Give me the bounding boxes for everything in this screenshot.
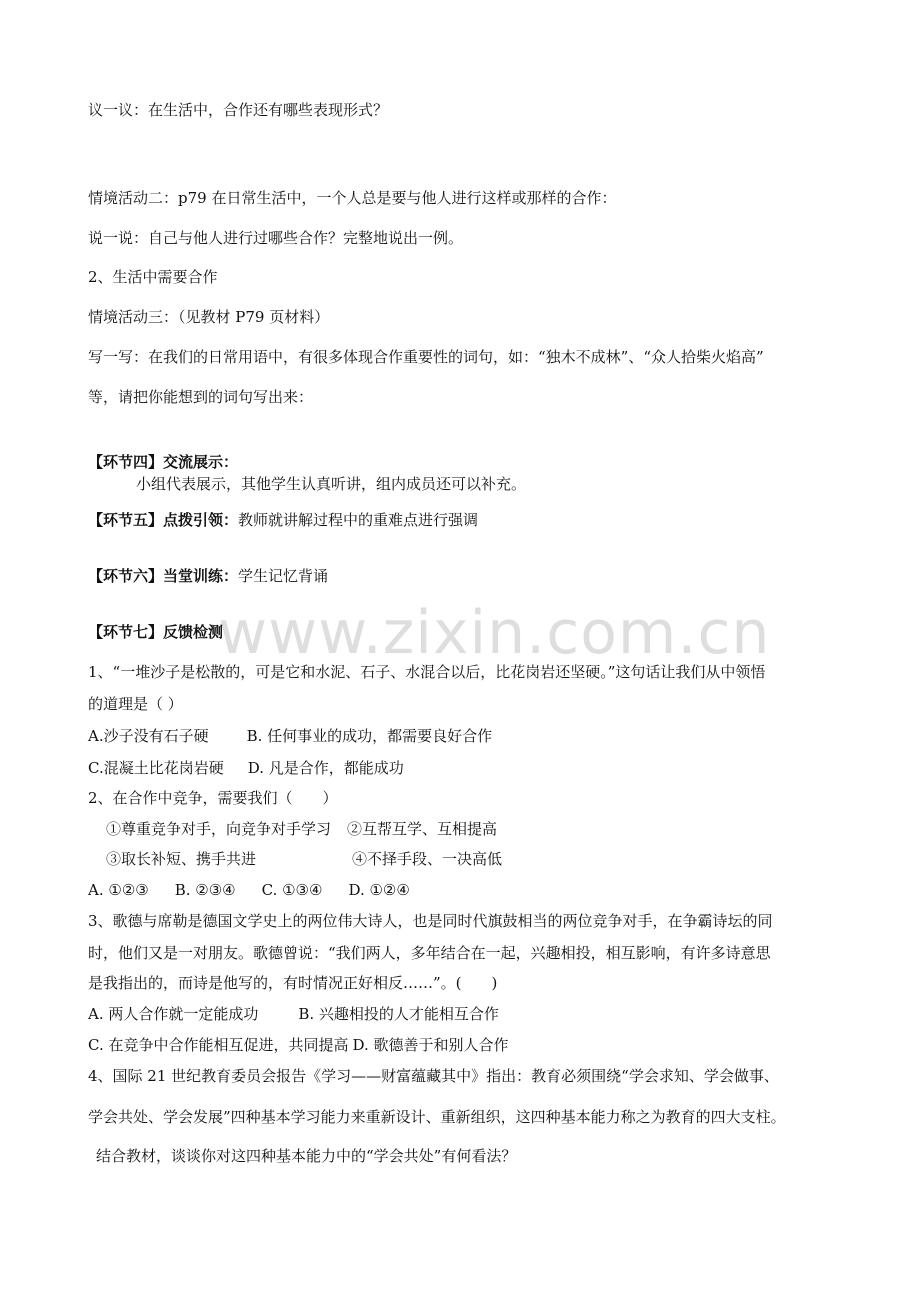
question-2-options bbox=[88, 880, 410, 900]
step-six-body: 学生记忆背诵 bbox=[238, 567, 329, 585]
watermark: www.zixin.com.cn bbox=[218, 598, 771, 668]
activity-three: 情境活动三：（见教材 P79 页材料） bbox=[88, 308, 330, 326]
step-five-body: 教师就讲解过程中的重难点进行强调 bbox=[238, 511, 479, 529]
activity-two: 情境活动二：p79 在日常生活中，一个人总是要与他人进行这样或那样的合作： bbox=[88, 189, 617, 207]
step-four bbox=[88, 452, 238, 472]
question-1-line2: 的道理是（ ） bbox=[88, 695, 183, 713]
question-3-line1: 3、歌德与席勒是德国文学史上的两位伟大诗人，也是同时代旗鼓相当的两位竞争对手，在争霸诗坛的同 bbox=[88, 912, 773, 930]
q1-option-d: D. 凡是合作，都能成功 bbox=[247, 759, 404, 777]
q2-option-c: C. ①③④ bbox=[261, 881, 323, 899]
discussion-prompt: 议一议：在生活中，合作还有哪些表现形式？ bbox=[88, 101, 389, 119]
step-seven-heading: 【环节七】反馈检测 bbox=[88, 623, 224, 641]
step-seven bbox=[88, 622, 223, 642]
q1-option-a: A.沙子没有石子硬 bbox=[88, 727, 209, 745]
q3-option-d: D. 歌德善于和别人合作 bbox=[352, 1036, 509, 1054]
question-3-line2: 时，他们又是一对朋友。歌德曾说：“我们两人，多年结合在一起，兴趣相投，相互影响，有许多诗意思 bbox=[88, 944, 771, 962]
question-2: 2、在合作中竞争，需要我们（ ） bbox=[88, 789, 338, 807]
step-six-heading: 【环节六】当堂训练： bbox=[88, 567, 239, 585]
question-2-statements-34 bbox=[106, 849, 502, 869]
q2-statement-4: ④不择手段、一决高低 bbox=[352, 850, 503, 868]
question-4-line1: 4、国际 21 世纪教育委员会报告《学习——财富蕴藏其中》指出：教育必须围绕“学会求知、学会做事、 bbox=[88, 1067, 779, 1085]
step-five-heading: 【环节五】点拨引领： bbox=[88, 511, 239, 529]
section-heading-cooperation-needed: 2、生活中需要合作 bbox=[88, 268, 218, 286]
q2-statement-1: ①尊重竞争对手，向竞争对手学习 bbox=[106, 820, 332, 838]
step-four-heading: 【环节四】交流展示： bbox=[88, 453, 239, 471]
q2-option-a: A. ①②③ bbox=[88, 881, 149, 899]
q1-option-b: B. 任何事业的成功，都需要良好合作 bbox=[246, 727, 493, 745]
say-prompt: 说一说：自己与他人进行过哪些合作？完整地说出一例。 bbox=[88, 229, 464, 247]
question-2-statements-12 bbox=[106, 819, 497, 839]
question-3-options-ab bbox=[88, 1004, 499, 1024]
question-4-line3: 结合教材，谈谈你对这四种基本能力中的“学会共处”有何看法？ bbox=[96, 1147, 517, 1165]
question-1-line1: 1、“一堆沙子是松散的，可是它和水泥、石子、水混合以后，比花岗岩还坚硬。”这句话让我们从中领悟 bbox=[88, 663, 766, 681]
q2-statement-3: ③取长补短、携手共进 bbox=[106, 850, 257, 868]
question-3-options-cd bbox=[88, 1035, 509, 1055]
q3-option-c: C. 在竞争中合作能相互促进，共同提高 bbox=[88, 1036, 349, 1054]
write-prompt-line1: 写一写：在我们的日常用语中，有很多体现合作重要性的词句，如：“独木不成林”、“众人拾柴火焰高” bbox=[88, 348, 764, 366]
write-prompt-line2: 等，请把你能想到的词句写出来： bbox=[88, 388, 314, 406]
question-4-line2: 学会共处、学会发展”四种基本学习能力来重新设计、重新组织，这四种基本能力称之为教育的四大支柱。 bbox=[88, 1108, 786, 1126]
q2-statement-2: ②互帮互学、互相提高 bbox=[347, 820, 498, 838]
q3-option-a: A. 两人合作就一定能成功 bbox=[88, 1005, 259, 1023]
step-four-body: 小组代表展示，其他学生认真听讲，组内成员还可以补充。 bbox=[136, 475, 527, 493]
step-five bbox=[88, 510, 478, 530]
step-six bbox=[88, 566, 328, 586]
question-3-line3: 是我指出的，而诗是他写的，有时情况正好相反……”。( ) bbox=[88, 974, 498, 992]
question-1-options-cd bbox=[88, 758, 404, 778]
question-1-options-ab bbox=[88, 726, 492, 746]
q3-option-b: B. 兴趣相投的人才能相互合作 bbox=[298, 1005, 499, 1023]
q2-option-b: B. ②③④ bbox=[174, 881, 236, 899]
q2-option-d: D. ①②④ bbox=[348, 881, 410, 899]
q1-option-c: C.混凝土比花岗岩硬 bbox=[88, 759, 224, 777]
